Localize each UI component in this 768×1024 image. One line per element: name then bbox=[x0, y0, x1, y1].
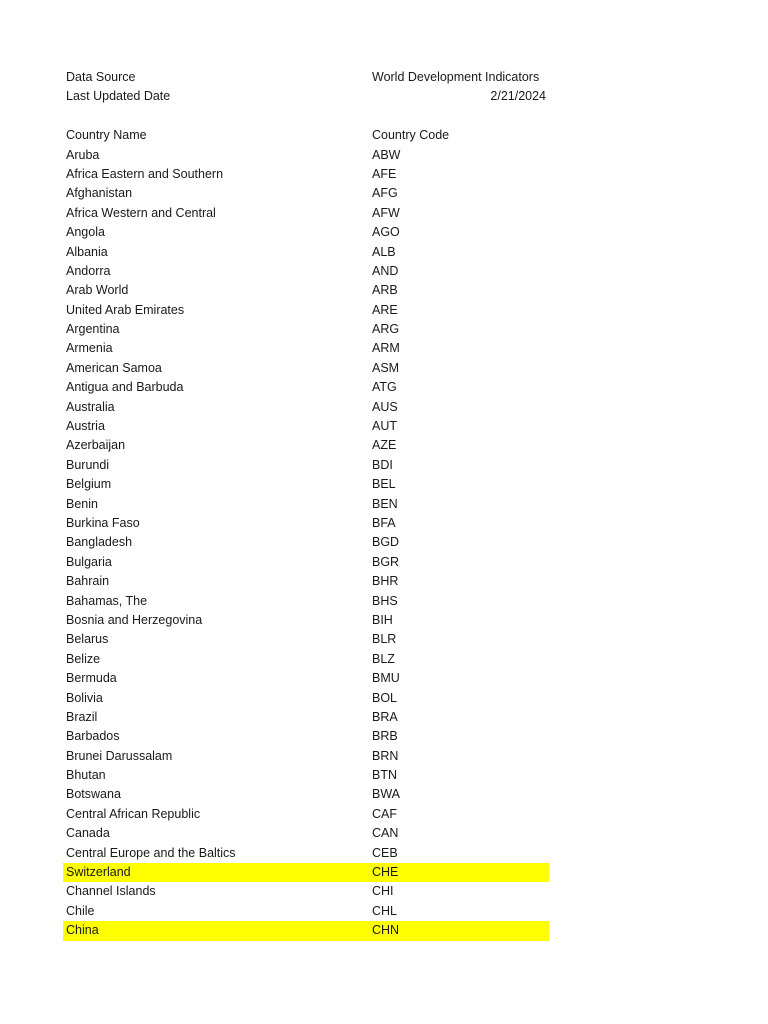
country-code-cell: AFG bbox=[372, 186, 398, 201]
country-name-cell: Barbados bbox=[66, 729, 120, 744]
country-name-cell: Chile bbox=[66, 903, 95, 918]
country-name-cell: Central Europe and the Baltics bbox=[66, 845, 236, 860]
country-name-cell: Argentina bbox=[66, 322, 120, 337]
table-row bbox=[63, 165, 549, 184]
country-name-cell: Bhutan bbox=[66, 768, 106, 783]
table-row bbox=[63, 766, 549, 785]
country-name-cell: Burkina Faso bbox=[66, 515, 140, 530]
country-name-cell: Bahrain bbox=[66, 574, 110, 589]
table-row bbox=[63, 805, 549, 824]
country-code-cell: BEN bbox=[372, 496, 398, 511]
country-name-cell: Central African Republic bbox=[66, 806, 201, 821]
country-code-cell: BDI bbox=[372, 457, 393, 472]
table-row bbox=[63, 708, 549, 727]
table-row bbox=[63, 359, 549, 378]
country-name-cell: Bulgaria bbox=[66, 554, 112, 569]
table-row bbox=[63, 592, 549, 611]
country-name-cell: Bolivia bbox=[66, 690, 103, 705]
country-code-cell: ATG bbox=[372, 380, 397, 395]
country-code-cell: AUS bbox=[372, 399, 398, 414]
country-name-cell: Canada bbox=[66, 826, 110, 841]
country-code-cell: BRA bbox=[372, 709, 398, 724]
country-name-cell: Bosnia and Herzegovina bbox=[66, 612, 203, 627]
country-name-cell: American Samoa bbox=[66, 360, 162, 375]
country-name-cell: Arab World bbox=[66, 283, 129, 298]
meta-row-data-source bbox=[63, 68, 549, 87]
country-code-cell: CHN bbox=[372, 923, 400, 938]
last-updated-value: 2/21/2024 bbox=[490, 89, 546, 104]
country-code-cell: BHS bbox=[372, 593, 398, 608]
country-name-cell: Burundi bbox=[66, 457, 110, 472]
table-row bbox=[63, 456, 549, 475]
table-row bbox=[63, 882, 549, 901]
table-row bbox=[63, 650, 549, 669]
country-code-cell: BRN bbox=[372, 748, 399, 763]
country-name-cell: Bangladesh bbox=[66, 535, 133, 550]
table-row bbox=[63, 844, 549, 863]
table-row bbox=[63, 436, 549, 455]
country-name-cell: Bermuda bbox=[66, 671, 117, 686]
table-row bbox=[63, 902, 549, 921]
country-code-cell: BWA bbox=[372, 787, 401, 802]
country-name-cell: Botswana bbox=[66, 787, 121, 802]
country-code-cell: CAN bbox=[372, 826, 399, 841]
country-code-cell: BRB bbox=[372, 729, 398, 744]
country-code-cell: BTN bbox=[372, 768, 397, 783]
country-code-cell: ABW bbox=[372, 147, 401, 162]
table-row bbox=[63, 747, 549, 766]
country-code-cell: BLR bbox=[372, 632, 397, 647]
country-code-cell: AFW bbox=[372, 205, 400, 220]
country-code-cell: CHI bbox=[372, 884, 394, 899]
country-name-cell: Aruba bbox=[66, 147, 100, 162]
table-row bbox=[63, 669, 549, 688]
table-row bbox=[63, 281, 549, 300]
last-updated-label: Last Updated Date bbox=[66, 89, 171, 104]
data-source-label: Data Source bbox=[66, 70, 136, 84]
table-row bbox=[63, 398, 549, 417]
table-row bbox=[63, 611, 549, 630]
table-row bbox=[63, 572, 549, 591]
country-code-cell: ARM bbox=[372, 341, 400, 356]
country-name-cell: Andorra bbox=[66, 263, 111, 278]
country-code-cell: ALB bbox=[372, 244, 396, 259]
country-code-cell: BHR bbox=[372, 574, 399, 589]
country-name-cell: Africa Eastern and Southern bbox=[66, 166, 224, 181]
country-name-cell: China bbox=[66, 923, 99, 938]
country-name-cell: Belgium bbox=[66, 477, 112, 492]
country-code-cell: BLZ bbox=[372, 651, 395, 666]
country-name-header: Country Name bbox=[66, 128, 147, 143]
table-row bbox=[63, 378, 549, 397]
country-code-cell: ARB bbox=[372, 283, 398, 298]
country-code-cell: CHE bbox=[372, 865, 399, 880]
country-name-cell: Austria bbox=[66, 419, 105, 434]
country-code-cell: AFE bbox=[372, 166, 397, 181]
table-row bbox=[63, 630, 549, 649]
table-row bbox=[63, 320, 549, 339]
country-code-cell: BGD bbox=[372, 535, 400, 550]
country-code-cell: AUT bbox=[372, 419, 397, 434]
country-code-cell: CEB bbox=[372, 845, 398, 860]
country-code-cell: ARE bbox=[372, 302, 398, 317]
spreadsheet-page bbox=[63, 68, 549, 941]
table-row bbox=[63, 262, 549, 281]
country-name-cell: United Arab Emirates bbox=[66, 302, 185, 317]
country-name-cell: Switzerland bbox=[66, 865, 131, 880]
table-row bbox=[63, 514, 549, 533]
table-row bbox=[63, 204, 549, 223]
country-code-cell: BEL bbox=[372, 477, 396, 492]
table-row bbox=[63, 921, 549, 940]
country-code-cell: AZE bbox=[372, 438, 397, 453]
country-name-cell: Belarus bbox=[66, 632, 109, 647]
country-code-cell: CHL bbox=[372, 903, 398, 918]
blank-row bbox=[63, 107, 549, 126]
country-code-cell: BIH bbox=[372, 612, 393, 627]
country-name-cell: Brunei Darussalam bbox=[66, 748, 173, 763]
country-name-cell: Bahamas, The bbox=[66, 593, 148, 608]
country-code-cell: CAF bbox=[372, 806, 397, 821]
table-row bbox=[63, 243, 549, 262]
country-code-cell: BFA bbox=[372, 515, 396, 530]
country-name-cell: Channel Islands bbox=[66, 884, 156, 899]
table-header-row bbox=[63, 126, 549, 145]
table-row bbox=[63, 727, 549, 746]
table-row bbox=[63, 824, 549, 843]
table-row bbox=[63, 553, 549, 572]
table-row bbox=[63, 184, 549, 203]
country-code-header: Country Code bbox=[372, 128, 450, 143]
table-row bbox=[63, 146, 549, 165]
country-code-cell: BOL bbox=[372, 690, 398, 705]
country-code-cell: AND bbox=[372, 263, 399, 278]
country-name-cell: Angola bbox=[66, 225, 105, 240]
country-code-cell: BMU bbox=[372, 671, 400, 686]
country-name-cell: Benin bbox=[66, 496, 98, 511]
country-code-cell: AGO bbox=[372, 225, 400, 240]
table-row bbox=[63, 533, 549, 552]
country-name-cell: Afghanistan bbox=[66, 186, 133, 201]
country-name-cell: Australia bbox=[66, 399, 115, 414]
country-name-cell: Armenia bbox=[66, 341, 113, 356]
table-row bbox=[63, 339, 549, 358]
table-row bbox=[63, 417, 549, 436]
country-name-cell: Africa Western and Central bbox=[66, 205, 216, 220]
country-name-cell: Antigua and Barbuda bbox=[66, 380, 184, 395]
table-row bbox=[63, 785, 549, 804]
table-row bbox=[63, 863, 549, 882]
table-row bbox=[63, 689, 549, 708]
table-row bbox=[63, 495, 549, 514]
country-code-cell: BGR bbox=[372, 554, 400, 569]
country-code-cell: ASM bbox=[372, 360, 400, 375]
table-body bbox=[63, 146, 549, 941]
country-name-cell: Belize bbox=[66, 651, 101, 666]
country-name-cell: Albania bbox=[66, 244, 108, 259]
table-row bbox=[63, 301, 549, 320]
data-source-value: World Development Indicators bbox=[372, 70, 540, 84]
country-code-cell: ARG bbox=[372, 322, 400, 337]
country-name-cell: Azerbaijan bbox=[66, 438, 126, 453]
meta-row-last-updated bbox=[63, 87, 549, 106]
country-name-cell: Brazil bbox=[66, 709, 98, 724]
table-row bbox=[63, 223, 549, 242]
table-row bbox=[63, 475, 549, 494]
